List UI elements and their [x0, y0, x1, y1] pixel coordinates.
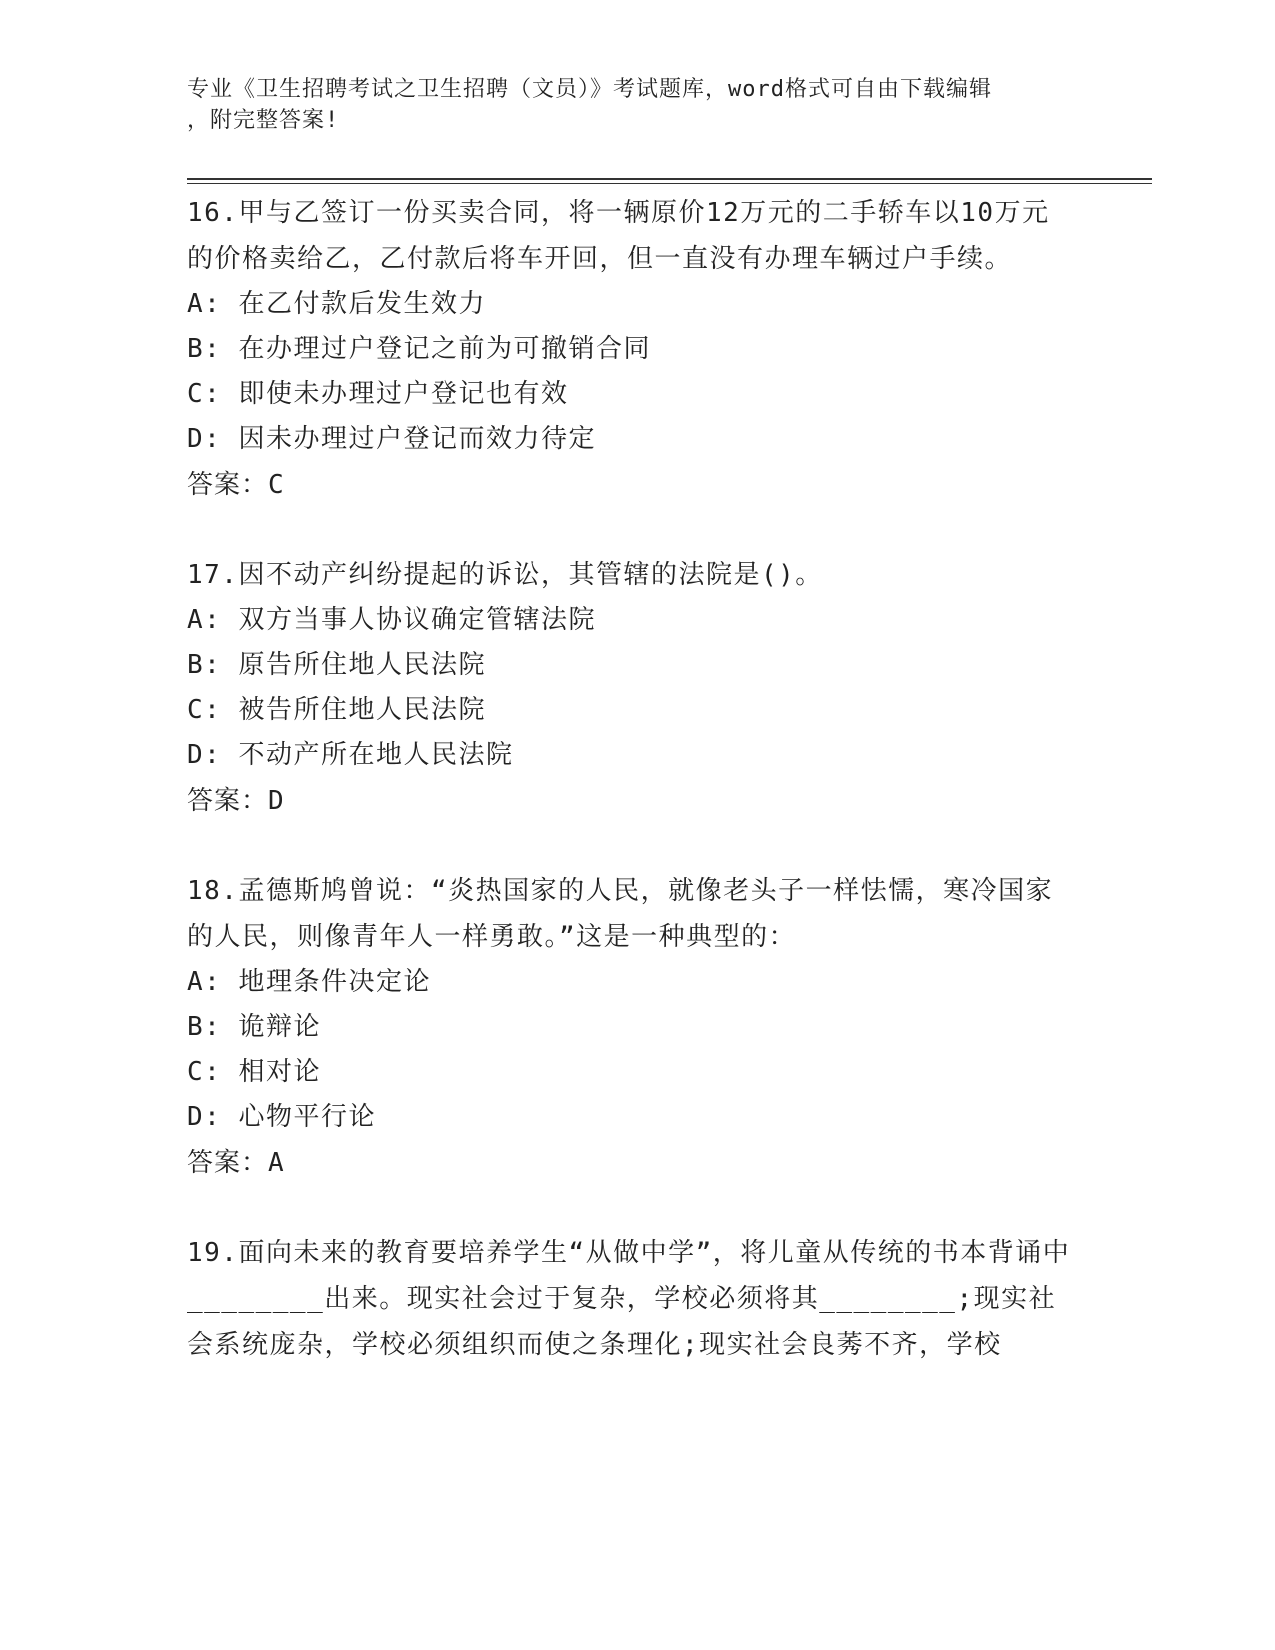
- answer-label: 答案：: [187, 1148, 269, 1178]
- option-letter: D:: [187, 424, 222, 454]
- option-text: 地理条件决定论: [238, 967, 431, 997]
- answer-line: [187, 778, 1077, 824]
- option-letter: B:: [187, 334, 222, 364]
- question-list: [187, 190, 1077, 1412]
- option-d: [187, 733, 1077, 778]
- answer-value: C: [268, 470, 285, 500]
- option-letter: D:: [187, 740, 222, 770]
- option-letter: B:: [187, 1012, 222, 1042]
- question-stem: 17.因不动产纠纷提起的诉讼，其管辖的法院是()。: [187, 560, 823, 590]
- document-header: [187, 74, 1067, 136]
- question-stem: 18.孟德斯鸠曾说：“炎热国家的人民，就像老头子一样怯懦，寒冷国家的人民，则像青年人一样勇敢。”这是一种典型的：: [187, 876, 1054, 952]
- option-b: [187, 327, 1077, 372]
- header-divider-thin: [187, 183, 1152, 184]
- option-text: 诡辩论: [238, 1012, 321, 1042]
- option-text: 不动产所在地人民法院: [238, 740, 514, 770]
- option-text: 双方当事人协议确定管辖法院: [238, 605, 596, 635]
- question-17: [187, 552, 1077, 824]
- answer-value: A: [268, 1148, 285, 1178]
- answer-label: 答案：: [187, 470, 269, 500]
- answer-line: [187, 1140, 1077, 1186]
- answer-value: D: [268, 786, 285, 816]
- question-16: [187, 190, 1077, 508]
- option-c: [187, 688, 1077, 733]
- option-text: 因未办理过户登记而效力待定: [238, 424, 596, 454]
- question-stem: 19.面向未来的教育要培养学生“从做中学”，将儿童从传统的书本背诵中________出来。现实社会过于复杂，学校必须将其________;现实社会系统庞杂，学校必须组织而使之条理化;现实社会良莠不齐，学校: [187, 1238, 1071, 1360]
- option-text: 在办理过户登记之前为可撤销合同: [238, 334, 651, 364]
- option-c: [187, 1050, 1077, 1095]
- option-a: [187, 960, 1077, 1005]
- option-text: 在乙付款后发生效力: [238, 289, 486, 319]
- option-text: 原告所住地人民法院: [238, 650, 486, 680]
- answer-label: 答案：: [187, 786, 269, 816]
- option-text: 即使未办理过户登记也有效: [238, 379, 569, 409]
- option-letter: C:: [187, 1057, 222, 1087]
- option-letter: C:: [187, 379, 222, 409]
- option-d: [187, 417, 1077, 462]
- option-letter: D:: [187, 1102, 222, 1132]
- option-b: [187, 643, 1077, 688]
- option-a: [187, 598, 1077, 643]
- option-letter: C:: [187, 695, 222, 725]
- option-text: 相对论: [238, 1057, 321, 1087]
- header-line-1: 专业《卫生招聘考试之卫生招聘（文员）》考试题库，word格式可自由下载编辑: [187, 77, 992, 102]
- question-18: [187, 868, 1077, 1186]
- option-letter: A:: [187, 967, 222, 997]
- option-text: 心物平行论: [238, 1102, 376, 1132]
- option-letter: A:: [187, 289, 222, 319]
- option-b: [187, 1005, 1077, 1050]
- header-line-2: ，附完整答案!: [187, 108, 340, 133]
- option-letter: A:: [187, 605, 222, 635]
- option-a: [187, 282, 1077, 327]
- option-d: [187, 1095, 1077, 1140]
- option-c: [187, 372, 1077, 417]
- option-text: 被告所住地人民法院: [238, 695, 486, 725]
- question-stem: 16.甲与乙签订一份买卖合同，将一辆原价12万元的二手轿车以10万元的价格卖给乙，乙付款后将车开回，但一直没有办理车辆过户手续。: [187, 198, 1050, 274]
- header-divider-thick: [187, 178, 1152, 180]
- option-letter: B:: [187, 650, 222, 680]
- question-19: [187, 1230, 1077, 1368]
- answer-line: [187, 462, 1077, 508]
